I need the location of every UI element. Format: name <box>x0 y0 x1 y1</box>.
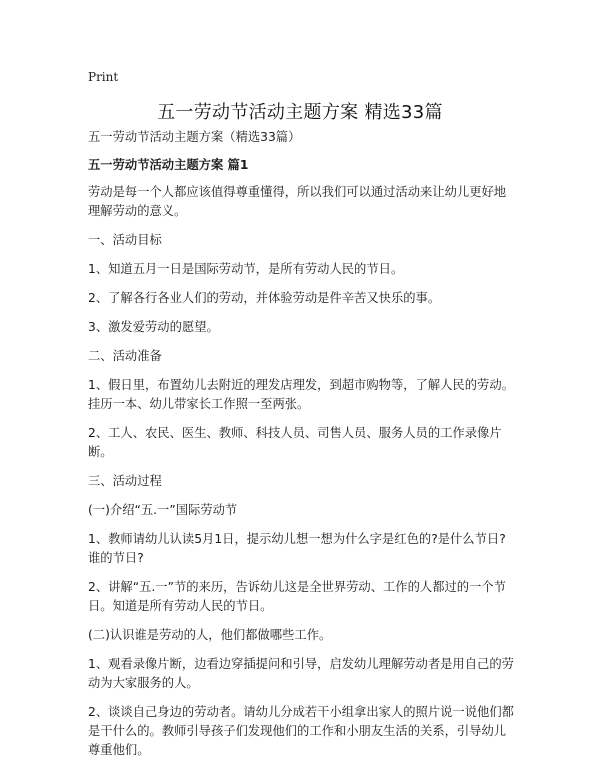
document-title: 五一劳动节活动主题方案 精选33篇 <box>157 102 443 123</box>
process-item-1-2: 2、讲解“五.一”节的来历，告诉幼儿这是全世界劳动、工作的人都过的一个节日。知道是所有劳动人民的节日。 <box>88 580 506 613</box>
heading-activity-preparation: 二、活动准备 <box>88 349 162 363</box>
heading-activity-goals: 一、活动目标 <box>88 233 162 247</box>
goal-item-2: 2、了解各行各业人们的劳动，并体验劳动是件辛苦又快乐的事。 <box>88 291 441 305</box>
intro-paragraph: 劳动是每一个人都应该值得尊重懂得，所以我们可以通过活动来让幼儿更好地理解劳动的意义。 <box>88 185 507 218</box>
process-subheading-1: (一)介绍“五.一”国际劳动节 <box>88 503 238 517</box>
print-link[interactable]: Print <box>88 70 119 84</box>
preparation-item-2: 2、工人、农民、医生、教师、科技人员、司售人员、服务人员的工作录像片断。 <box>88 426 502 459</box>
preparation-item-1: 1、假日里，布置幼儿去附近的理发店理发，到超市购物等，了解人民的劳动。挂历一本、幼儿带家长工作照一至两张。 <box>88 378 514 411</box>
document-body <box>88 128 518 770</box>
goal-item-1: 1、知道五月一日是国际劳动节，是所有劳动人民的节日。 <box>88 262 404 276</box>
heading-activity-process: 三、活动过程 <box>88 474 162 488</box>
section-heading: 五一劳动节活动主题方案 篇1 <box>88 158 249 172</box>
process-subheading-2: (二)认识谁是劳动的人，他们都做哪些工作。 <box>88 628 332 642</box>
process-item-2-1: 1、观看录像片断，边看边穿插提问和引导，启发幼儿理解劳动者是用自己的劳动为大家服务的人。 <box>88 657 514 690</box>
goal-item-3: 3、激发爱劳动的愿望。 <box>88 320 219 334</box>
process-item-2-2: 2、谈谈自己身边的劳动者。请幼儿分成若干小组拿出家人的照片说一说他们都是干什么的。教师引导孩子们发现他们的工作和小朋友生活的关系，引导幼儿尊重他们。 <box>88 705 514 757</box>
document-subtitle: 五一劳动节活动主题方案（精选33篇） <box>88 130 301 144</box>
process-item-1-1: 1、教师请幼儿认读5月1日，提示幼儿想一想为什么字是红色的?是什么节日?谁的节日? <box>88 532 506 565</box>
